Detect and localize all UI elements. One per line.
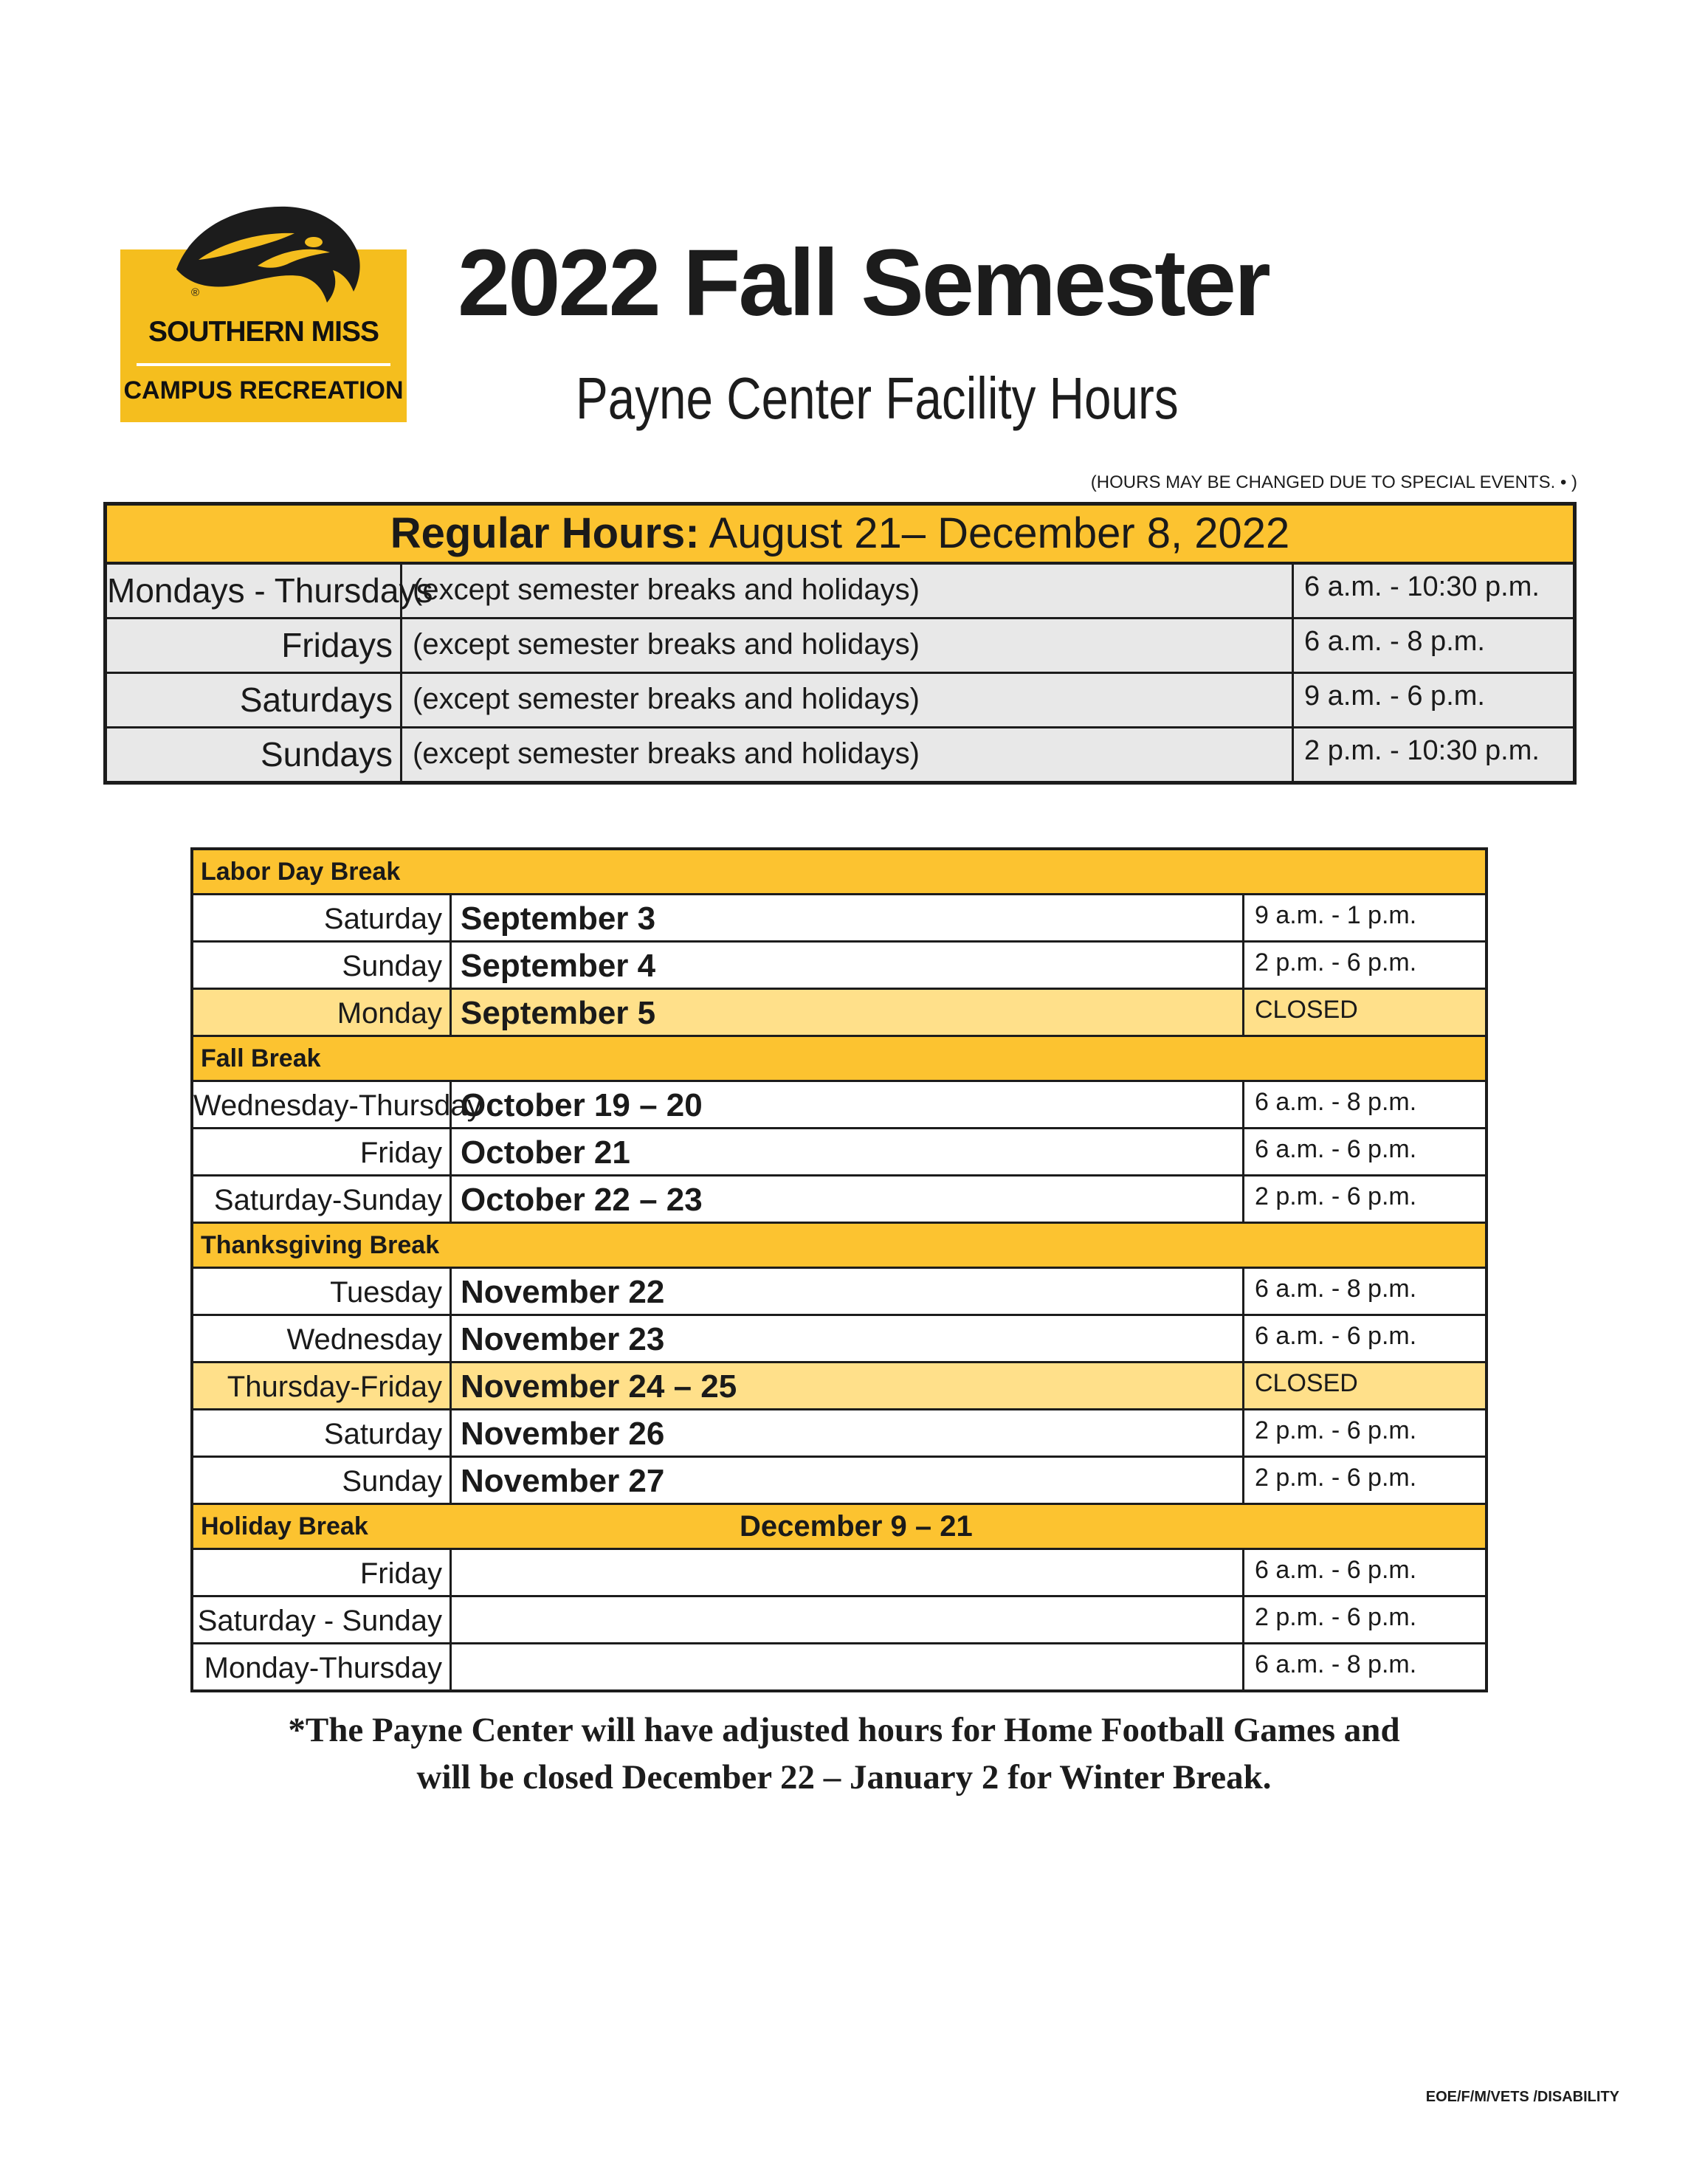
break-hours: 9 a.m. - 1 p.m.	[1255, 901, 1417, 929]
regular-hours-label: Regular Hours:	[390, 509, 700, 557]
table-row-closed	[193, 1363, 1485, 1410]
regular-note: (except semester breaks and holidays)	[402, 728, 1294, 781]
logo-subtitle: CAMPUS RECREATION	[123, 376, 404, 404]
break-day: Monday-Thursday	[193, 1644, 452, 1689]
regular-hours-table	[103, 502, 1577, 785]
break-date: November 26	[452, 1410, 1244, 1456]
regular-day: Saturdays	[107, 674, 402, 726]
regular-day: Mondays - Thursdays	[107, 565, 402, 617]
break-hours: CLOSED	[1255, 996, 1358, 1024]
regular-note: (except semester breaks and holidays)	[402, 565, 1294, 617]
eoe-statement: EOE/F/M/VETS /DISABILITY	[1425, 2089, 1619, 2105]
break-day: Wednesday	[193, 1316, 452, 1361]
table-row	[193, 1550, 1485, 1597]
break-date: November 22	[452, 1269, 1244, 1314]
break-hours: 6 a.m. - 6 p.m.	[1255, 1322, 1417, 1350]
break-hours: 2 p.m. - 6 p.m.	[1255, 1416, 1417, 1444]
break-day: Saturday	[193, 895, 452, 940]
break-day: Wednesday-Thursday	[193, 1082, 452, 1127]
logo-name: SOUTHERN MISS	[148, 316, 379, 348]
break-date: November 23	[452, 1316, 1244, 1361]
regular-row	[107, 674, 1573, 728]
regular-row	[107, 619, 1573, 674]
logo	[120, 199, 407, 422]
break-hours: 6 a.m. - 6 p.m.	[1255, 1556, 1417, 1584]
thanksgiving-break-header: Thanksgiving Break	[193, 1224, 1485, 1269]
break-date: November 27	[452, 1458, 1244, 1503]
regular-hours: 9 a.m. - 6 p.m.	[1304, 681, 1485, 712]
break-date	[452, 1644, 1244, 1689]
regular-day: Sundays	[107, 728, 402, 781]
page-subtitle: Payne Center Facility Hours	[576, 365, 1179, 431]
regular-hours: 6 a.m. - 8 p.m.	[1304, 626, 1485, 657]
table-row	[193, 1129, 1485, 1177]
break-hours: 6 a.m. - 6 p.m.	[1255, 1135, 1417, 1163]
table-row-closed	[193, 990, 1485, 1037]
break-hours: 6 a.m. - 8 p.m.	[1255, 1088, 1417, 1116]
break-date: September 4	[452, 943, 1244, 988]
break-date: October 22 – 23	[452, 1177, 1244, 1222]
regular-note: (except semester breaks and holidays)	[402, 674, 1294, 726]
regular-hours-header	[107, 506, 1573, 565]
break-date: September 3	[452, 895, 1244, 940]
regular-row	[107, 565, 1573, 619]
break-hours: 2 p.m. - 6 p.m.	[1255, 948, 1417, 976]
break-hours: 6 a.m. - 8 p.m.	[1255, 1650, 1417, 1678]
break-hours: 2 p.m. - 6 p.m.	[1255, 1464, 1417, 1492]
table-row	[193, 943, 1485, 990]
break-day: Sunday	[193, 1458, 452, 1503]
break-day: Monday	[193, 990, 452, 1035]
regular-row	[107, 728, 1573, 781]
break-date: November 24 – 25	[452, 1363, 1244, 1408]
break-date	[452, 1597, 1244, 1642]
regular-hours-range: August 21– December 8, 2022	[699, 509, 1290, 557]
break-hours: 2 p.m. - 6 p.m.	[1255, 1182, 1417, 1210]
break-day: Saturday-Sunday	[193, 1177, 452, 1222]
break-day: Friday	[193, 1550, 452, 1595]
regular-hours: 6 a.m. - 10:30 p.m.	[1304, 571, 1540, 602]
holiday-break-title: Holiday Break	[201, 1512, 368, 1540]
fall-break-header: Fall Break	[193, 1037, 1485, 1082]
footnote	[0, 1706, 1688, 1801]
table-row	[193, 895, 1485, 943]
table-row	[193, 1177, 1485, 1224]
table-row	[193, 1269, 1485, 1316]
break-hours: 2 p.m. - 6 p.m.	[1255, 1603, 1417, 1631]
break-day: Friday	[193, 1129, 452, 1174]
regular-day: Fridays	[107, 619, 402, 672]
break-day: Thursday-Friday	[193, 1363, 452, 1408]
special-events-note: (HOURS MAY BE CHANGED DUE TO SPECIAL EVENTS. • )	[1090, 472, 1577, 492]
table-row	[193, 1597, 1485, 1644]
table-row	[193, 1410, 1485, 1458]
table-row	[193, 1082, 1485, 1129]
break-day: Sunday	[193, 943, 452, 988]
break-hours: CLOSED	[1255, 1369, 1358, 1397]
page-title: 2022 Fall Semester	[458, 230, 1269, 336]
footnote-line-2: will be closed December 22 – January 2 for Winter Break.	[416, 1758, 1272, 1797]
table-row	[193, 1644, 1485, 1689]
break-day: Tuesday	[193, 1269, 452, 1314]
registered-mark: ®	[191, 286, 200, 299]
break-date: September 5	[452, 990, 1244, 1035]
holiday-break-header	[193, 1505, 1485, 1550]
break-date: October 21	[452, 1129, 1244, 1174]
table-row	[193, 1316, 1485, 1363]
break-day: Saturday	[193, 1410, 452, 1456]
footnote-line-1: *The Payne Center will have adjusted hours for Home Football Games and	[288, 1711, 1400, 1749]
labor-day-header: Labor Day Break	[193, 850, 1485, 895]
break-hours: 6 a.m. - 8 p.m.	[1255, 1275, 1417, 1303]
logo-divider	[137, 363, 390, 366]
break-day: Saturday - Sunday	[193, 1597, 452, 1642]
break-date	[452, 1550, 1244, 1595]
table-row	[193, 1458, 1485, 1505]
break-date: October 19 – 20	[452, 1082, 1244, 1127]
holiday-break-range: December 9 – 21	[740, 1510, 973, 1543]
regular-hours: 2 p.m. - 10:30 p.m.	[1304, 735, 1540, 766]
regular-note: (except semester breaks and holidays)	[402, 619, 1294, 672]
break-hours-table	[190, 847, 1488, 1692]
